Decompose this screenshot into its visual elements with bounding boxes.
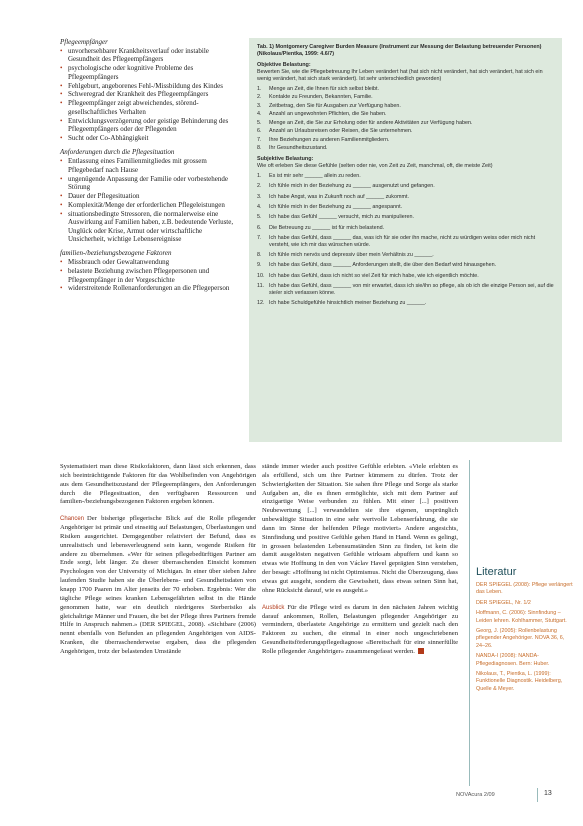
journal-footer: NOVAcura 2/09	[456, 792, 495, 798]
list-item: • belastete Beziehung zwischen Pflegepersonen und Pflegeempfänger in der Vorgeschichte	[60, 267, 240, 284]
section-heading: Anforderungen durch die Pflegesituation	[60, 148, 175, 157]
body-column-right	[262, 463, 458, 665]
footer-divider	[537, 788, 538, 802]
body-column-left	[60, 463, 256, 665]
item-text: Zeitbetrag, den Sie für Ausgaben zur Verfügung haben.	[269, 102, 401, 109]
item-number: 5.	[257, 214, 262, 221]
end-mark-icon	[418, 648, 424, 654]
item-number: 4.	[257, 111, 262, 118]
table-item	[257, 173, 554, 180]
item-text: Ich habe das Gefühl, dass ______ von mir erwartet, dass ich sie/ihn so pflege, als ob ich die einzige Person sei, auf die sie/er sich verlassen könne.	[269, 283, 554, 296]
bullet-list	[60, 157, 240, 243]
literature-ref: NANDA-I (2008): NANDA-Pflegediagnosen. Bern: Huber.	[476, 653, 550, 667]
list-item: • psychologische oder kognitive Probleme des Pflegeempfängers	[60, 64, 240, 81]
item-number: 8.	[257, 145, 262, 152]
table-item	[257, 235, 554, 249]
literature-heading: Literatur	[476, 566, 517, 578]
item-number: 1.	[257, 85, 262, 92]
table-item	[257, 137, 554, 144]
table-title: Tab. 1) Montgomery Caregiver Burden Measure (Instrument zur Messung der Belastung betreuender Personen) (Nikolaus/Pientka, 1999: 4.6/7)	[257, 44, 542, 57]
table-item	[257, 204, 554, 211]
item-text: Menge an Zeit, die Ihnen für sich selbst bleibt.	[269, 85, 379, 92]
item-text: Ihre Beziehungen zu anderen Familienmitgliedern.	[269, 136, 390, 143]
paragraph	[60, 463, 256, 507]
objective-items	[257, 86, 554, 152]
list-item: • Sucht oder Co-Abhängigkeit	[60, 134, 240, 142]
table-item	[257, 111, 554, 118]
list-item: • Pflegeempfänger zeigt abweichendes, störend-gesellschaftliches Verhalten	[60, 99, 240, 116]
table-item	[257, 252, 554, 259]
table-item	[257, 283, 554, 297]
list-item: • Fehlgeburt, angeborenes Fehl-/Missbildung des Kindes	[60, 82, 240, 90]
item-number: 1.	[257, 173, 262, 180]
literature-ref: Nikolaus, T., Pientka, L. (1999): Funktionelle Diagnostik. Heidelberg, Quelle & Meyer.	[476, 671, 563, 692]
item-number: 3.	[257, 193, 262, 200]
list-item: • situationsbedingte Stressoren, die normalerweise eine Auswirkung auf Familien haben, z.B. bedeutende Verluste, Unglück oder Krise, Armut oder wirtschaftliche Unsicherheit, wichtige Lebensereignisse	[60, 210, 240, 244]
page-number: 13	[544, 790, 552, 797]
paragraph-text: Der bisherige pflegerische Blick auf die Rolle pflegender Angehöriger ist primär und einseitig auf Belastungen, Überlastungen und Risiken ausgerichtet. Demgegenüber relativiert der Befund, dass es unrealistisch und lebensverleugnend sein kann, wogende Risiken für andere zu übernehmen. «Wer für seinen pflegebedürftigen Partner am Ende sorgt, lebt länger. Zu dieser überraschenden Einsicht kommen Psychologen von der University of Michigan. In einer über sieben Jahre laufenden Studie haben sie die Überlebens- und Gesundheitsdaten von knapp 1700 Paaren im Alter jenseits der 70 erhoben. Ergebnis: Wer die tägliche Pflege seines kranken Lebensgefährten selbst in die Hände genommen hatte, war ein deutlich niedrigeres Sterberisiko als gleichaltrige Männer und Frauen, die bei der Pflege ihres Partners fremde Hilfe in Anspruch nahmen.» (DER SPIEGEL, 2008). «Sichtbare (2006) nennt ebenfalls von Befunden an pflegenden Angehörigen von AIDS-Kranken, die überraschenderweise ergaben, dass die pflegenden Angehörigen, trotz der belastenden Umstände	[60, 515, 256, 655]
item-text: Menge an Zeit, die Sie zur Erholung oder für andere Aktivitäten zur Verfügung haben.	[269, 119, 473, 126]
item-number: 7.	[257, 234, 262, 241]
table-item	[257, 120, 554, 127]
item-number: 3.	[257, 102, 262, 109]
literature-ref: DER SPIEGEL (2008): Pflege verlängert das Leben.	[476, 582, 573, 596]
item-text: Kontakte zu Freunden, Bekannten, Familie.	[269, 94, 373, 101]
item-text: Ihr Gesundheitszustand.	[269, 145, 328, 152]
list-item: • Entwicklungsverzögerung oder geistige Behinderung des Pflegeempfängers oder der Pflegenden	[60, 117, 240, 134]
caregiver-burden-table	[249, 38, 562, 442]
objective-heading: Objektive Belastung:	[257, 61, 311, 68]
literature-ref: Hoffmann, C. (2006): Sinnfindung – Leiden lehren. Kohlhammer, Stuttgart.	[476, 610, 567, 624]
list-item: • Schweregrad der Krankheit des Pflegeempfängers	[60, 90, 240, 98]
item-number: 6.	[257, 128, 262, 135]
paragraph-text: stände immer wieder auch positive Gefühle erlebten. «Viele erlebten es als erfüllend, sich um ihre Partner kümmern zu dürfen. Trotz der Schwierigkeiten der Situation. Sie sahen ihre Pflege und Sorge als starke Aufgaben an, die es ihnen ermöglichte, sich mit dem Partner auf einzigartige Weise verbunden zu fühlen. Mit einer [...] positiven Neubewertung [...] verwandelten sie ihre eigenen, ursprünglich unbewältigte Situation in eine sehr wertvolle Lebenserfahrung, die sie dann im Sinne der helfenden Pflege motiviert» Andere angesichts, Sinnfindung und positive Gefühle gehen Hand in Hand. Wenn es gelingt, in grossen belastenden Lebensumständen Sinn zu finden, ist kein die damit ausgelösten negativen Gefühle wirksam abpuffern und kann so etwas wie Hoffnung in den von Václav Havel geprägten Sinn verstehen, der besagt: «Hoffnung ist nicht Optimismus. Nicht die Überzeugung, dass etwas gut ausgeht, sondern die Gewissheit, dass etwas seinen Sinn hat, ohne Rücksicht darauf, wie es ausgeht.»	[262, 463, 458, 594]
list-item: • unvorhersehbarer Krankheitsverlauf oder instabile Gesundheit des Pflegeempfängers	[60, 47, 240, 64]
item-text: Anzahl an Urlaubsreisen oder Reisen, die Sie unternehmen.	[269, 128, 413, 135]
item-text: Es ist mir sehr ______ allein zu reden.	[269, 173, 361, 180]
table-item	[257, 225, 554, 232]
paragraph-text: Für die Pflege wird es darum in den nächsten Jahren wichtig darauf ankommen, Rollen, Belastungen pflegender Angehöriger zu vermindern, überlastete Angehörige zu ermittern und gezielt nach den Faktoren zu suchen, die einmal in einer noch ungeschriebenen Gesundheitsförderungspflegediagnose «Bereitschaft für eine sinnerfüllte Rolle pflegender Angehöriger» zusammengefasst werden.	[262, 603, 458, 655]
item-number: 4.	[257, 204, 262, 211]
item-text: Ich habe Angst, was in Zukunft noch auf ______ zukommt.	[269, 193, 409, 200]
table-item	[257, 94, 554, 101]
list-item: • widerstreitende Rollenanforderungen an die Pflegeperson	[60, 284, 240, 292]
table-item	[257, 300, 554, 307]
table-item	[257, 183, 554, 190]
item-text: Ich fühle mich in der Beziehung zu ______ ausgenutzt und gefangen.	[269, 183, 435, 190]
item-number: 9.	[257, 262, 262, 269]
table-item	[257, 273, 554, 280]
list-item: • Missbrauch oder Gewaltanwendung	[60, 258, 240, 266]
list-item: • Dauer der Pflegesituation	[60, 192, 240, 200]
item-number: 7.	[257, 136, 262, 143]
item-text: Ich habe das Gefühl, dass ______ das, was ich für sie oder ihn mache, nicht zu würdigen weiss oder mich nicht versteht, wie ich mir das wünschen würde.	[269, 234, 536, 248]
section-heading: familien-/beziehungsbezogene Faktoren	[60, 249, 172, 258]
item-number: 10.	[257, 272, 265, 279]
item-text: Ich fühle mich nervös und depressiv über mein Verhältnis zu ______.	[269, 252, 434, 259]
item-text: Ich fühle mich in der Beziehung zu ______ angespannt.	[269, 204, 403, 211]
paragraph-text: Systematisiert man diese Risikofaktoren, dann lässt sich erkennen, dass sich beeinträchtigende Faktoren für das Wohlbefinden von Angehörigen aus dem Gesundheitszustand der Pflegeempfängers, den Anforderungen durch die Pflegesituation, den verfügbaren Ressourcen und familien-/beziehungsbezogenen Faktoren ergeben können.	[60, 463, 256, 506]
subjective-heading: Subjektive Belastung:	[257, 155, 314, 162]
table-item	[257, 214, 554, 221]
table-item	[257, 145, 554, 152]
item-number: 2.	[257, 94, 262, 101]
objective-intro: Bewerten Sie, wie die Pflegebetreuung Ihr Leben verändert hat (hat sich nicht verändert, hat sich verändert, hat sich ein wenig verändert, hat sich stark verändert). Ist sehr unterschiedlich geworden)	[257, 68, 543, 82]
bullet-list	[60, 258, 240, 293]
literature-ref: DER SPIEGEL, Nr. 1/2	[476, 599, 531, 606]
section-heading: Pflegeempfänger	[60, 38, 108, 46]
paragraph-keyword: Chancen	[60, 516, 85, 523]
list-item: • Komplexität/Menge der erforderlichen Pflegeleistungen	[60, 201, 240, 209]
item-text: Die Betreuung zu ______ ist für mich belastend.	[269, 224, 385, 231]
item-text: Ich habe das Gefühl, dass ich nicht so viel Zeit für mich habe, wie ich eigentlich möchte.	[269, 272, 479, 279]
literature-ref: Georg, J. (2005): Rollenbelastung pflegender Angehöriger. NOVA 36, 6, 24–26.	[476, 628, 565, 649]
table-item	[257, 86, 554, 93]
table-item	[257, 194, 554, 201]
item-text: Anzahl an ungewohnten Pflichten, die Sie haben.	[269, 111, 387, 118]
table-item	[257, 103, 554, 110]
paragraph	[262, 463, 458, 596]
item-number: 11.	[257, 283, 265, 290]
item-text: Ich habe Schuldgefühle hinsichtlich meiner Beziehung zu ______.	[269, 300, 427, 307]
item-number: 5.	[257, 119, 262, 126]
subjective-intro: Wie oft erleben Sie diese Gefühle (selten oder nie, von Zeit zu Zeit, manchmal, oft, die meiste Zeit)	[257, 162, 493, 169]
table-item	[257, 128, 554, 135]
paragraph-keyword: Ausblick	[262, 604, 285, 611]
item-number: 6.	[257, 224, 262, 231]
list-item: • ungenügende Anpassung der Familie oder vorbestehende Störung	[60, 175, 240, 192]
paragraph	[60, 515, 256, 657]
list-item: • Entlassung eines Familienmitgliedes mit grossem Pflegebedarf nach Hause	[60, 157, 240, 174]
item-number: 2.	[257, 183, 262, 190]
item-text: Ich habe das Gefühl, dass ______ Anforderungen stellt, die über den Bedarf wird hinausgehen.	[269, 262, 497, 269]
item-text: Ich habe das Gefühl ______ versucht, mich zu manipulieren.	[269, 214, 415, 221]
bullet-list	[60, 47, 240, 142]
literature-sidebar	[469, 460, 573, 786]
item-number: 12.	[257, 300, 265, 307]
literature-list	[476, 582, 573, 693]
paragraph	[262, 604, 458, 657]
item-number: 8.	[257, 252, 262, 259]
subjective-items	[257, 173, 554, 307]
table-item	[257, 262, 554, 269]
risk-factor-list	[60, 38, 240, 293]
